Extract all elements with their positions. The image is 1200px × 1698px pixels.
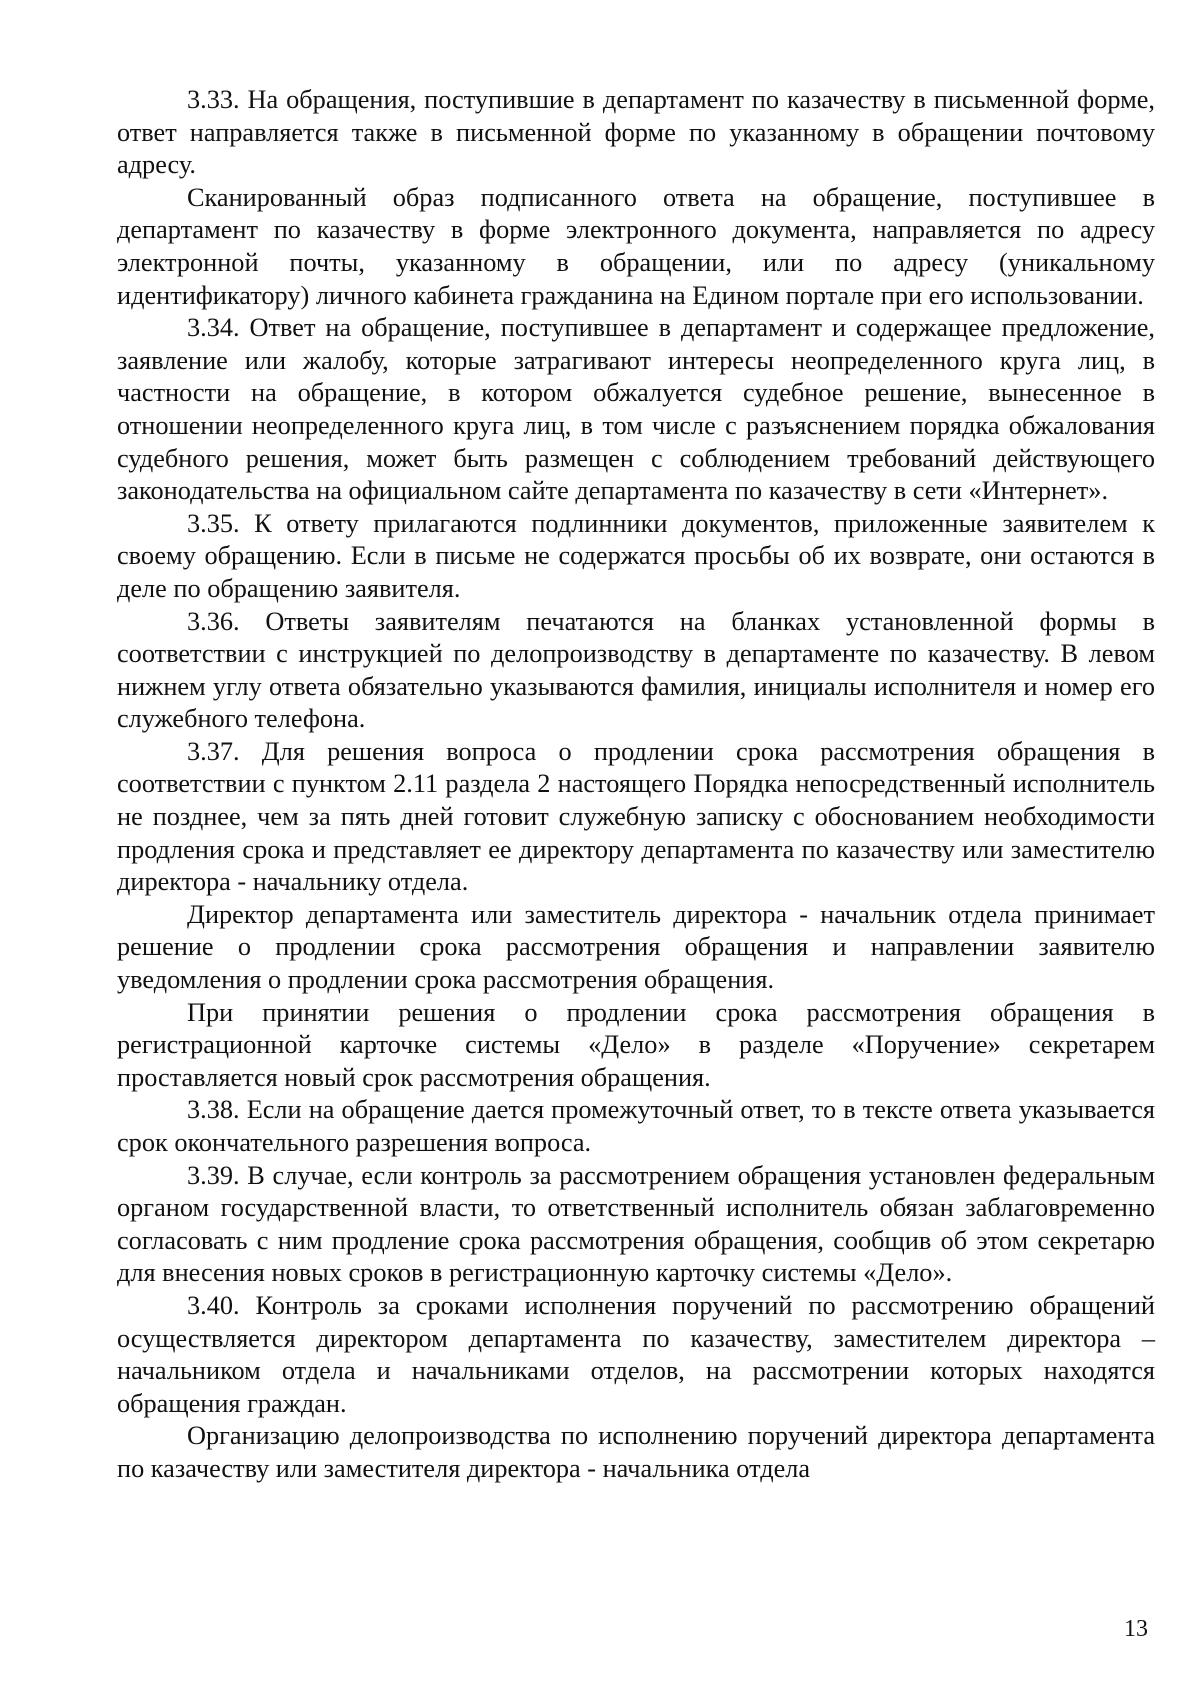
paragraph-3-37: 3.37. Для решения вопроса о продлении срока рассмотрения обращения в соответствии с пунктом 2.11 раздела 2 настоящего Порядка непосредственный исполнитель не позднее, чем за пять дней готовит служебную записку с обоснованием необходимости продления срока и представляет ее директору департамента по казачеству или заместителю директора - начальнику отдела. [117, 736, 1155, 897]
paragraph-3-36: 3.36. Ответы заявителям печатаются на бланках установленной формы в соответствии с инструкцией по делопроизводству в департаменте по казачеству. В левом нижнем углу ответа обязательно указываются фамилия, инициалы исполнителя и номер его служебного телефона. [117, 606, 1155, 734]
paragraph-3-34: 3.34. Ответ на обращение, поступившее в департамент и содержащее предложение, заявление или жалобу, которые затрагивают интересы неопределенного круга лиц, в частности на обращение, в котором обжалуется судебное решение, вынесенное в отношении неопределенного круга лиц, в том числе с разъяснением порядка обжалования судебного решения, может быть размещен с соблюдением требований действующего законодательства на официальном сайте департамента по казачеству в сети «Интернет». [117, 313, 1155, 506]
paragraph-3-38: 3.38. Если на обращение дается промежуточный ответ, то в тексте ответа указывается срок окончательного разрешения вопроса. [117, 1095, 1155, 1157]
paragraph-new-deadline: При принятии решения о продлении срока рассмотрения обращения в регистрационной карточке системы «Дело» в разделе «Поручение» секретарем проставляется новый срок рассмотрения обращения. [117, 997, 1155, 1092]
page-number: 13 [1124, 1616, 1148, 1642]
paragraph-3-39: 3.39. В случае, если контроль за рассмотрением обращения установлен федеральным органом государственной власти, то ответственный исполнитель обязан заблаговременно согласовать с ним продление срока рассмотрения обращения, сообщив об этом секретарю для внесения новых сроков в регистрационную карточку системы «Дело». [117, 1160, 1155, 1288]
document-body [117, 84, 1155, 1486]
paragraph-recordkeeping: Организацию делопроизводства по исполнению поручений директора департамента по казачеству или заместителя директора - начальника отдела [117, 1421, 1155, 1483]
paragraph-director-decision: Директор департамента или заместитель директора - начальник отдела принимает решение о продлении срока рассмотрения обращения и направлении заявителю уведомления о продлении срока рассмотрения обращения. [117, 899, 1155, 995]
paragraph-3-35: 3.35. К ответу прилагаются подлинники документов, приложенные заявителем к своему обращению. Если в письме не содержатся просьбы об их возврате, они остаются в деле по обращению заявителя. [117, 508, 1155, 603]
paragraph-3-40: 3.40. Контроль за сроками исполнения поручений по рассмотрению обращений осуществляется директором департамента по казачеству, заместителем директора – начальником отдела и начальниками отделов, на рассмотрении которых находятся обращения граждан. [117, 1290, 1155, 1418]
paragraph-3-33: 3.33. На обращения, поступившие в департамент по казачеству в письменной форме, ответ направляется также в письменной форме по указанному в обращении почтовому адресу. [117, 85, 1155, 180]
paragraph-scanned-response: Сканированный образ подписанного ответа на обращение, поступившее в департамент по казачеству в форме электронного документа, направляется по адресу электронной почты, указанному в обращении, или по адресу (уникальному идентификатору) личного кабинета гражданина на Едином портале при его использовании. [117, 182, 1155, 310]
